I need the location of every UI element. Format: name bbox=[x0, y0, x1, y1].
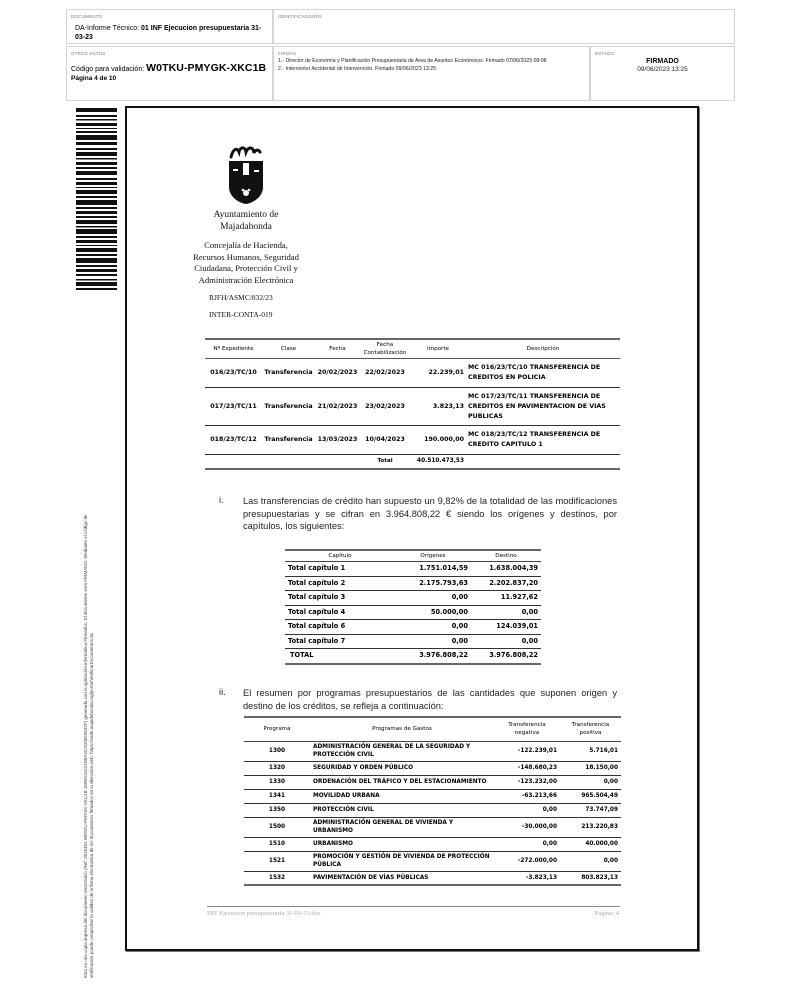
column-header: Transferencia positiva bbox=[571, 721, 610, 737]
table-row: Total capítulo 7 0,00 0,00 bbox=[285, 634, 541, 649]
table-row: 1300 ADMINISTRACIÓN GENERAL DE LA SEGURIDAD Y PROTECCIÓN CIVIL -122.239,01 5.716,01 bbox=[244, 741, 621, 761]
expedientes-table bbox=[205, 338, 620, 470]
identifiers-label: IDENTIFICADORES bbox=[278, 14, 323, 19]
table-row: 018/23/TC/12 Transferencia 13/03/2023 10/04/2023 190.000,00 MC 018/23/TC/12 TRANSFERENCIA DE CREDITO CAPITULO 1 bbox=[205, 426, 620, 455]
chapters-table bbox=[285, 549, 541, 665]
table-row: 1532 PAVIMENTACIÓN DE VÍAS PÚBLICAS -3.823,13 803.823,13 bbox=[244, 871, 621, 885]
table-row: 1320 SEGURIDAD Y ORDEN PÚBLICO -148.680,23 18.150,00 bbox=[244, 761, 621, 775]
column-header: Clase bbox=[280, 346, 297, 352]
table-row: Total capítulo 3 0,00 11.927,62 bbox=[285, 591, 541, 606]
table-row: 1330 ORDENACIÓN DEL TRÁFICO Y DEL ESTACIONAMIENTO -123.232,00 0,00 bbox=[244, 775, 621, 789]
document-title: DA-Informe Técnico: 01 INF Ejecucion presupuestaria 31-03-23 bbox=[75, 25, 262, 41]
signatures-label: FIRMAS bbox=[278, 51, 297, 56]
status-date: 09/06/2023 13:25 bbox=[637, 66, 688, 73]
column-header: Programas de Gastos bbox=[372, 726, 432, 732]
signatures-box bbox=[273, 46, 590, 101]
list-marker: ii. bbox=[219, 687, 226, 697]
table-row: 1521 PROMOCIÓN Y GESTIÓN DE VIVIENDA DE PROTECCIÓN PÚBLICA -272.000,00 0,00 bbox=[244, 851, 621, 871]
status-label: ESTADO bbox=[595, 51, 615, 56]
table-header-row bbox=[285, 550, 541, 562]
table-row: Total capítulo 1 1.751.014,59 1.638.004,39 bbox=[285, 562, 541, 577]
column-header: Transferencia negativa bbox=[508, 721, 546, 737]
table-total-row: Total 40.510.473,53 bbox=[205, 455, 620, 469]
table-row: 1341 MOVILIDAD URBANA -63.213,66 965.504,49 bbox=[244, 789, 621, 803]
table-row: 1350 PROTECCIÓN CIVIL 0,00 73.747,09 bbox=[244, 803, 621, 817]
table-total-row: TOTAL 3.976.808,22 3.976.808,22 bbox=[285, 649, 541, 664]
other-data-label: OTROS DATOS bbox=[71, 51, 106, 56]
department-name: Concejalía de Hacienda, Recursos Humanos, Seguridad Ciudadana, Protección Civil y Administración Electrónica bbox=[193, 240, 299, 285]
table-row: 1500 ADMINISTRACIÓN GENERAL DE VIVIENDA Y URBANISMO -30.000,00 213.220,83 bbox=[244, 817, 621, 837]
document-box bbox=[66, 9, 273, 44]
column-header: Orígenes bbox=[420, 553, 446, 559]
internal-reference: INTER-CONTA-019 bbox=[209, 310, 273, 319]
table-row: 1510 URBANISMO 0,00 40.000,00 bbox=[244, 837, 621, 851]
footer-divider bbox=[207, 906, 620, 907]
signature-item: 1.- Director de Economía y Planificación Presupuestaria de Area de Asuntos Económicos. Firmado 07/06/2023 08:08 bbox=[278, 58, 547, 64]
other-data-box bbox=[66, 46, 273, 101]
table-row: 016/23/TC/10 Transferencia 20/02/2023 22/02/2023 22.239,01 MC 016/23/TC/10 TRANSFERENCIA DE CREDITOS EN POLICIA bbox=[205, 359, 620, 388]
side-verification-text: Esta es una copia impresa del documento electrónico (Ref: 2015401 W0TKU-PMYGK-XKC1B 169E015A21B8A4CAD0659632F) generada con la aplicación informática Firmadoc. El documento está FIRMADO. Mediante el código de verificación puede comprobar la validez de la firma electrónica de los documentos firmados en la dirección web: https://sede.majadahonda.org/portal/VerificarDocumentos.do bbox=[83, 514, 94, 978]
page-indicator: Página 4 de 10 bbox=[71, 75, 117, 82]
table-header-row bbox=[244, 717, 621, 741]
table-header-row bbox=[205, 339, 620, 359]
paragraph-programs-summary: El resumen por programas presupuestarios de las cantidades que suponen origen y destino de los créditos, se refleja a continuación: bbox=[243, 688, 617, 711]
column-header: Descripción bbox=[526, 346, 560, 352]
validation-code: W0TKU-PMYGK-XKC1B bbox=[146, 62, 267, 74]
status-badge: FIRMADO bbox=[646, 58, 679, 65]
signature-item: 2.- Interventor Accidental de Intervención. Firmado 09/06/2023 13:25 bbox=[278, 65, 437, 72]
paragraph-transfers: Las transferencias de crédito han supuesto un 9,82% de la totalidad de las modificaciones presupuestarias y se cifran en 3.964.808,22 € siendo los orígenes y destinos, por capítulos, los siguientes: bbox=[243, 496, 617, 531]
footer-page-number: Página: 4 bbox=[594, 910, 619, 917]
signatures-list bbox=[278, 58, 546, 73]
column-header: Capítulo bbox=[328, 553, 352, 559]
table-row: Total capítulo 6 0,00 124.039,01 bbox=[285, 620, 541, 635]
column-header: Fecha bbox=[329, 346, 346, 352]
column-header: Destino bbox=[495, 553, 517, 559]
column-header: Nº Expediente bbox=[213, 346, 254, 352]
table-row: Total capítulo 4 50.000,00 0,00 bbox=[285, 605, 541, 620]
programs-table bbox=[244, 716, 621, 886]
document-label: DOCUMENTO bbox=[71, 14, 103, 19]
identifiers-box bbox=[273, 9, 735, 44]
entity-name: Ayuntamiento de Majadahonda bbox=[213, 210, 279, 232]
table-row: Total capítulo 2 2.175.793,63 2.202.837,20 bbox=[285, 576, 541, 591]
column-header: Programa bbox=[263, 726, 291, 732]
barcode-icon bbox=[76, 108, 117, 290]
list-marker: i. bbox=[219, 495, 224, 505]
municipal-crest-icon bbox=[227, 143, 265, 205]
validation-code-line: Código para validación: W0TKU-PMYGK-XKC1B bbox=[71, 62, 267, 74]
reference-code: RJFH/ASMC/832/23 bbox=[209, 293, 273, 302]
status-box bbox=[590, 46, 735, 101]
table-row: 017/23/TC/11 Transferencia 21/02/2023 23/02/2023 3.823,13 MC 017/23/TC/11 TRANSFERENCIA DE CREDITOS EN PAVIMENTACION DE VIAS PUBLICAS bbox=[205, 388, 620, 426]
column-header: Fecha Contabilización bbox=[363, 342, 407, 356]
column-header: Importe bbox=[426, 346, 449, 352]
footer-filename: INF Ejecucion presupuestaria 31-03-23.doc bbox=[207, 910, 321, 917]
